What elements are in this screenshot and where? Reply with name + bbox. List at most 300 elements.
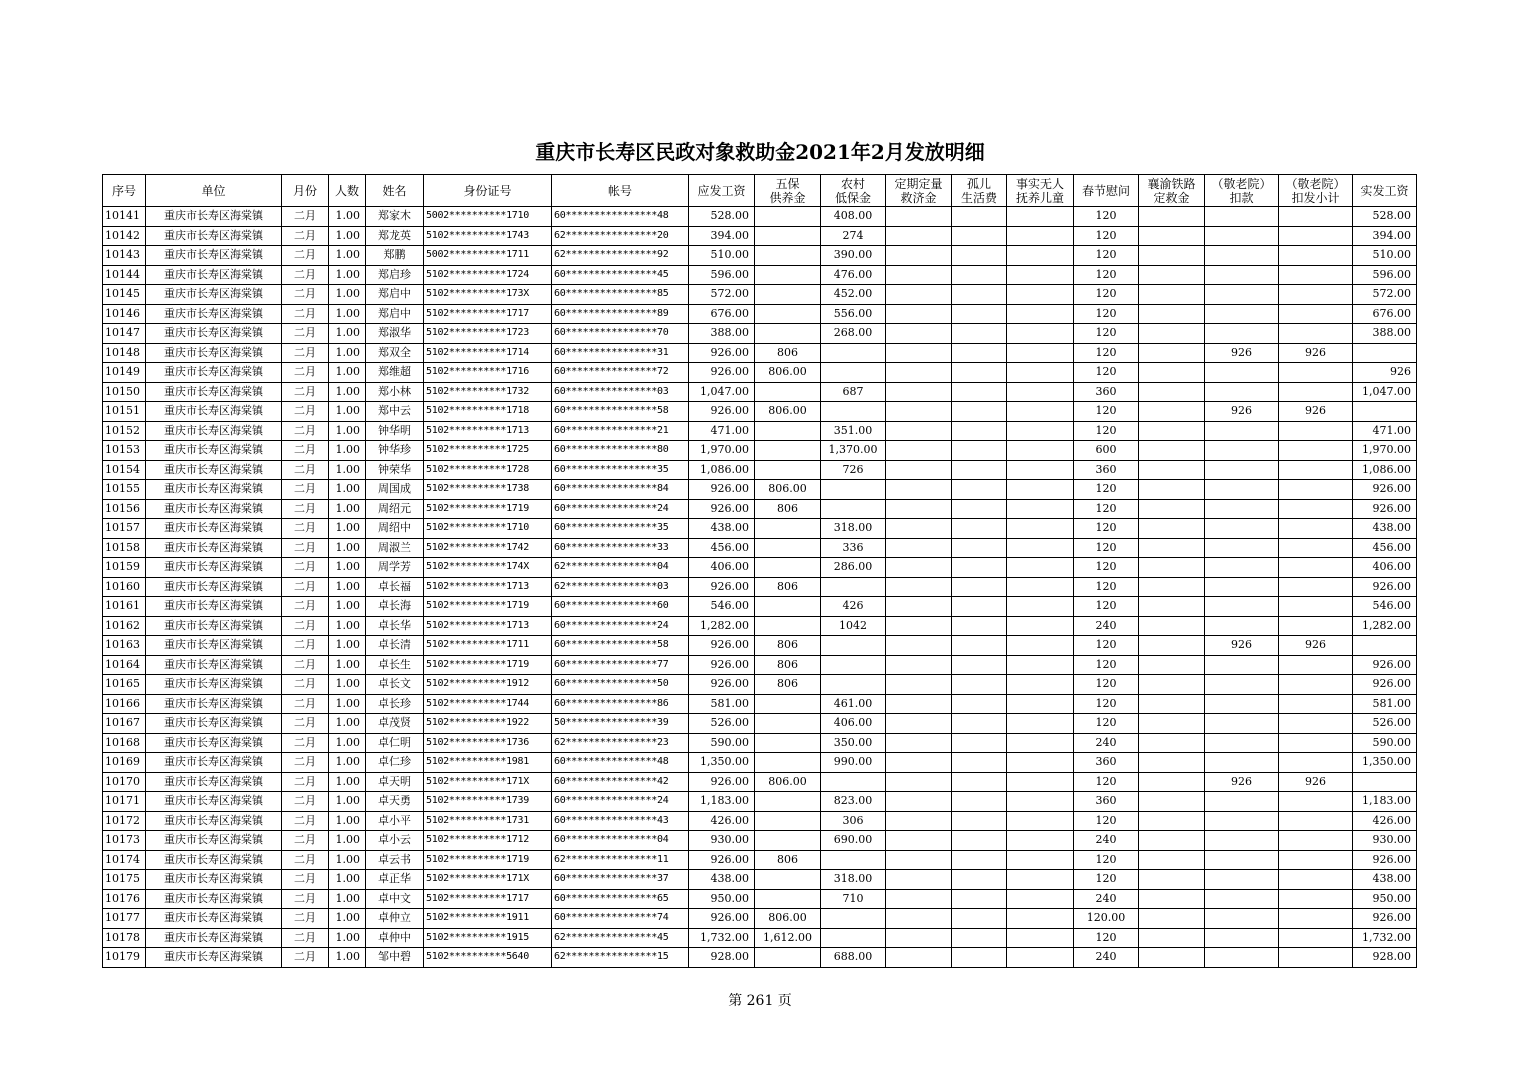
cell-dibao: 990.00 <box>821 753 886 773</box>
cell-unattended-child <box>1007 499 1074 519</box>
cell-dibao <box>821 402 886 422</box>
cell-account: 60****************65 <box>552 889 689 909</box>
cell-count: 1.00 <box>329 285 366 305</box>
cell-month: 二月 <box>282 480 329 500</box>
cell-actual-pay: 1,350.00 <box>1353 753 1417 773</box>
cell-name: 郑维超 <box>366 363 424 383</box>
table-body <box>103 207 1417 968</box>
cell-month: 二月 <box>282 928 329 948</box>
cell-account: 60****************45 <box>552 265 689 285</box>
cell-nursing-subtotal <box>1279 948 1353 968</box>
cell-count: 1.00 <box>329 655 366 675</box>
cell-count: 1.00 <box>329 460 366 480</box>
cell-relief <box>886 246 952 266</box>
cell-spring-festival: 120.00 <box>1074 909 1139 929</box>
cell-spring-festival: 120 <box>1074 577 1139 597</box>
cell-nursing-subtotal <box>1279 558 1353 578</box>
cell-relief <box>886 909 952 929</box>
cell-payable: 426.00 <box>689 811 755 831</box>
cell-nursing-deduct <box>1205 675 1279 695</box>
cell-nursing-subtotal <box>1279 909 1353 929</box>
cell-id-number: 5102**********1922 <box>424 714 552 734</box>
cell-dibao: 1,370.00 <box>821 441 886 461</box>
cell-account: 60****************74 <box>552 909 689 929</box>
cell-count: 1.00 <box>329 792 366 812</box>
cell-railway <box>1139 460 1205 480</box>
cell-count: 1.00 <box>329 402 366 422</box>
cell-nursing-deduct <box>1205 538 1279 558</box>
cell-spring-festival: 360 <box>1074 792 1139 812</box>
cell-nursing-subtotal: 926 <box>1279 402 1353 422</box>
cell-account: 60****************43 <box>552 811 689 831</box>
cell-id-number: 5102**********1711 <box>424 636 552 656</box>
cell-id-number: 5102**********1912 <box>424 675 552 695</box>
cell-payable: 928.00 <box>689 948 755 968</box>
cell-payable: 926.00 <box>689 636 755 656</box>
cell-account: 60****************89 <box>552 304 689 324</box>
cell-payable: 930.00 <box>689 831 755 851</box>
cell-id-number: 5102**********1719 <box>424 850 552 870</box>
cell-name: 卓小平 <box>366 811 424 831</box>
cell-month: 二月 <box>282 811 329 831</box>
cell-dibao: 1042 <box>821 616 886 636</box>
cell-count: 1.00 <box>329 772 366 792</box>
cell-nursing-subtotal <box>1279 382 1353 402</box>
cell-relief <box>886 811 952 831</box>
table-row <box>103 421 1417 441</box>
cell-wubao <box>755 811 821 831</box>
cell-unit: 重庆市长寿区海棠镇 <box>146 753 282 773</box>
cell-orphan <box>952 480 1007 500</box>
cell-dibao <box>821 928 886 948</box>
cell-spring-festival: 120 <box>1074 343 1139 363</box>
cell-orphan <box>952 324 1007 344</box>
cell-unattended-child <box>1007 577 1074 597</box>
cell-actual-pay: 950.00 <box>1353 889 1417 909</box>
cell-month: 二月 <box>282 870 329 890</box>
cell-seq: 10171 <box>103 792 146 812</box>
cell-actual-pay: 526.00 <box>1353 714 1417 734</box>
cell-unit: 重庆市长寿区海棠镇 <box>146 597 282 617</box>
col-header-count: 人数 <box>329 175 366 207</box>
cell-actual-pay: 926.00 <box>1353 909 1417 929</box>
cell-railway <box>1139 265 1205 285</box>
table-row <box>103 480 1417 500</box>
cell-unattended-child <box>1007 304 1074 324</box>
cell-unattended-child <box>1007 733 1074 753</box>
cell-orphan <box>952 753 1007 773</box>
cell-relief <box>886 343 952 363</box>
cell-unattended-child <box>1007 636 1074 656</box>
cell-relief <box>886 304 952 324</box>
cell-payable: 590.00 <box>689 733 755 753</box>
cell-spring-festival: 120 <box>1074 246 1139 266</box>
cell-name: 卓天勇 <box>366 792 424 812</box>
cell-nursing-deduct <box>1205 792 1279 812</box>
cell-spring-festival: 600 <box>1074 441 1139 461</box>
col-header-unattended-child: 事实无人 抚养儿童 <box>1007 175 1074 207</box>
cell-spring-festival: 120 <box>1074 265 1139 285</box>
cell-relief <box>886 402 952 422</box>
cell-wubao <box>755 889 821 909</box>
cell-month: 二月 <box>282 675 329 695</box>
cell-actual-pay: 1,086.00 <box>1353 460 1417 480</box>
cell-actual-pay: 471.00 <box>1353 421 1417 441</box>
cell-name: 卓长文 <box>366 675 424 695</box>
cell-orphan <box>952 714 1007 734</box>
cell-unit: 重庆市长寿区海棠镇 <box>146 343 282 363</box>
cell-id-number: 5102**********1717 <box>424 304 552 324</box>
cell-nursing-deduct <box>1205 304 1279 324</box>
cell-payable: 572.00 <box>689 285 755 305</box>
cell-relief <box>886 558 952 578</box>
cell-payable: 926.00 <box>689 343 755 363</box>
cell-id-number: 5102**********1981 <box>424 753 552 773</box>
cell-unattended-child <box>1007 558 1074 578</box>
cell-month: 二月 <box>282 304 329 324</box>
cell-seq: 10176 <box>103 889 146 909</box>
cell-payable: 1,282.00 <box>689 616 755 636</box>
cell-railway <box>1139 558 1205 578</box>
cell-relief <box>886 597 952 617</box>
cell-actual-pay <box>1353 772 1417 792</box>
cell-actual-pay: 1,970.00 <box>1353 441 1417 461</box>
cell-seq: 10173 <box>103 831 146 851</box>
cell-nursing-subtotal <box>1279 889 1353 909</box>
cell-relief <box>886 889 952 909</box>
cell-unit: 重庆市长寿区海棠镇 <box>146 772 282 792</box>
cell-month: 二月 <box>282 792 329 812</box>
cell-railway <box>1139 616 1205 636</box>
table-row <box>103 870 1417 890</box>
cell-nursing-deduct <box>1205 831 1279 851</box>
cell-orphan <box>952 733 1007 753</box>
cell-wubao <box>755 285 821 305</box>
cell-relief <box>886 831 952 851</box>
cell-relief <box>886 480 952 500</box>
cell-wubao <box>755 226 821 246</box>
cell-seq: 10178 <box>103 928 146 948</box>
cell-relief <box>886 285 952 305</box>
cell-seq: 10179 <box>103 948 146 968</box>
cell-nursing-deduct <box>1205 460 1279 480</box>
cell-unit: 重庆市长寿区海棠镇 <box>146 265 282 285</box>
cell-wubao: 806 <box>755 343 821 363</box>
cell-account: 62****************04 <box>552 558 689 578</box>
cell-count: 1.00 <box>329 889 366 909</box>
cell-payable: 676.00 <box>689 304 755 324</box>
cell-dibao: 688.00 <box>821 948 886 968</box>
cell-month: 二月 <box>282 499 329 519</box>
cell-count: 1.00 <box>329 714 366 734</box>
cell-unattended-child <box>1007 538 1074 558</box>
cell-payable: 1,086.00 <box>689 460 755 480</box>
cell-id-number: 5102**********1719 <box>424 655 552 675</box>
cell-unit: 重庆市长寿区海棠镇 <box>146 909 282 929</box>
cell-nursing-deduct: 926 <box>1205 343 1279 363</box>
cell-name: 周淑兰 <box>366 538 424 558</box>
cell-name: 卓小云 <box>366 831 424 851</box>
table-row <box>103 558 1417 578</box>
cell-nursing-subtotal <box>1279 207 1353 227</box>
cell-nursing-deduct <box>1205 226 1279 246</box>
cell-seq: 10159 <box>103 558 146 578</box>
cell-spring-festival: 120 <box>1074 402 1139 422</box>
cell-unattended-child <box>1007 870 1074 890</box>
cell-seq: 10172 <box>103 811 146 831</box>
cell-seq: 10155 <box>103 480 146 500</box>
cell-unattended-child <box>1007 850 1074 870</box>
cell-railway <box>1139 226 1205 246</box>
table-row <box>103 265 1417 285</box>
cell-seq: 10174 <box>103 850 146 870</box>
cell-wubao: 806 <box>755 675 821 695</box>
cell-seq: 10144 <box>103 265 146 285</box>
cell-dibao: 710 <box>821 889 886 909</box>
cell-unit: 重庆市长寿区海棠镇 <box>146 577 282 597</box>
cell-dibao <box>821 499 886 519</box>
cell-orphan <box>952 675 1007 695</box>
cell-spring-festival: 360 <box>1074 753 1139 773</box>
cell-spring-festival: 240 <box>1074 889 1139 909</box>
cell-nursing-deduct <box>1205 850 1279 870</box>
cell-spring-festival: 240 <box>1074 733 1139 753</box>
cell-month: 二月 <box>282 285 329 305</box>
cell-relief <box>886 753 952 773</box>
cell-nursing-deduct <box>1205 441 1279 461</box>
cell-seq: 10166 <box>103 694 146 714</box>
cell-wubao: 806 <box>755 655 821 675</box>
cell-nursing-deduct <box>1205 324 1279 344</box>
cell-dibao: 350.00 <box>821 733 886 753</box>
cell-spring-festival: 120 <box>1074 636 1139 656</box>
cell-unit: 重庆市长寿区海棠镇 <box>146 538 282 558</box>
cell-dibao <box>821 480 886 500</box>
cell-orphan <box>952 402 1007 422</box>
table-row <box>103 811 1417 831</box>
cell-name: 郑双全 <box>366 343 424 363</box>
cell-account: 62****************03 <box>552 577 689 597</box>
table-row <box>103 948 1417 968</box>
table-header-row <box>103 175 1417 207</box>
cell-actual-pay: 926.00 <box>1353 499 1417 519</box>
cell-nursing-subtotal <box>1279 655 1353 675</box>
cell-wubao <box>755 616 821 636</box>
cell-railway <box>1139 694 1205 714</box>
cell-orphan <box>952 636 1007 656</box>
table-row <box>103 597 1417 617</box>
cell-id-number: 5102**********173X <box>424 285 552 305</box>
cell-count: 1.00 <box>329 753 366 773</box>
cell-unattended-child <box>1007 948 1074 968</box>
cell-wubao <box>755 538 821 558</box>
cell-wubao <box>755 460 821 480</box>
cell-count: 1.00 <box>329 850 366 870</box>
cell-month: 二月 <box>282 733 329 753</box>
cell-id-number: 5102**********1714 <box>424 343 552 363</box>
cell-wubao <box>755 519 821 539</box>
cell-dibao: 306 <box>821 811 886 831</box>
cell-nursing-deduct <box>1205 616 1279 636</box>
cell-wubao: 806.00 <box>755 909 821 929</box>
cell-month: 二月 <box>282 772 329 792</box>
cell-relief <box>886 499 952 519</box>
table-row <box>103 928 1417 948</box>
cell-spring-festival: 120 <box>1074 363 1139 383</box>
cell-month: 二月 <box>282 363 329 383</box>
cell-name: 卓正华 <box>366 870 424 890</box>
table-row <box>103 246 1417 266</box>
cell-wubao: 806.00 <box>755 402 821 422</box>
cell-month: 二月 <box>282 616 329 636</box>
cell-relief <box>886 460 952 480</box>
cell-orphan <box>952 499 1007 519</box>
cell-payable: 526.00 <box>689 714 755 734</box>
cell-railway <box>1139 499 1205 519</box>
cell-account: 60****************35 <box>552 519 689 539</box>
cell-unattended-child <box>1007 714 1074 734</box>
cell-name: 郑启珍 <box>366 265 424 285</box>
page-number: 第 261 页 <box>728 993 792 1009</box>
cell-seq: 10156 <box>103 499 146 519</box>
table-row <box>103 402 1417 422</box>
cell-spring-festival: 120 <box>1074 324 1139 344</box>
cell-seq: 10146 <box>103 304 146 324</box>
cell-name: 周绍元 <box>366 499 424 519</box>
table-row <box>103 382 1417 402</box>
cell-nursing-deduct <box>1205 928 1279 948</box>
cell-month: 二月 <box>282 577 329 597</box>
cell-nursing-deduct <box>1205 909 1279 929</box>
cell-railway <box>1139 324 1205 344</box>
cell-dibao: 687 <box>821 382 886 402</box>
cell-id-number: 5102**********1716 <box>424 363 552 383</box>
cell-dibao: 268.00 <box>821 324 886 344</box>
cell-payable: 926.00 <box>689 363 755 383</box>
cell-seq: 10145 <box>103 285 146 305</box>
cell-nursing-subtotal <box>1279 519 1353 539</box>
cell-unattended-child <box>1007 343 1074 363</box>
cell-unit: 重庆市长寿区海棠镇 <box>146 616 282 636</box>
cell-seq: 10162 <box>103 616 146 636</box>
cell-railway <box>1139 285 1205 305</box>
cell-orphan <box>952 343 1007 363</box>
cell-nursing-deduct <box>1205 870 1279 890</box>
cell-relief <box>886 948 952 968</box>
cell-orphan <box>952 226 1007 246</box>
col-header-month: 月份 <box>282 175 329 207</box>
cell-unattended-child <box>1007 421 1074 441</box>
table-row <box>103 577 1417 597</box>
cell-account: 62****************15 <box>552 948 689 968</box>
cell-unattended-child <box>1007 909 1074 929</box>
cell-dibao: 406.00 <box>821 714 886 734</box>
cell-unattended-child <box>1007 207 1074 227</box>
cell-id-number: 5102**********1718 <box>424 402 552 422</box>
cell-relief <box>886 714 952 734</box>
table-row <box>103 733 1417 753</box>
table-row <box>103 363 1417 383</box>
cell-dibao: 351.00 <box>821 421 886 441</box>
cell-orphan <box>952 909 1007 929</box>
cell-name: 卓仁珍 <box>366 753 424 773</box>
cell-nursing-deduct <box>1205 285 1279 305</box>
cell-railway <box>1139 343 1205 363</box>
cell-nursing-subtotal <box>1279 597 1353 617</box>
cell-nursing-deduct <box>1205 948 1279 968</box>
cell-id-number: 5102**********1717 <box>424 889 552 909</box>
cell-payable: 1,970.00 <box>689 441 755 461</box>
cell-nursing-deduct <box>1205 753 1279 773</box>
cell-id-number: 5102**********1739 <box>424 792 552 812</box>
cell-account: 50****************39 <box>552 714 689 734</box>
cell-seq: 10154 <box>103 460 146 480</box>
cell-railway <box>1139 811 1205 831</box>
cell-name: 郑中云 <box>366 402 424 422</box>
cell-dibao: 390.00 <box>821 246 886 266</box>
cell-railway <box>1139 382 1205 402</box>
cell-nursing-subtotal: 926 <box>1279 343 1353 363</box>
cell-actual-pay: 1,282.00 <box>1353 616 1417 636</box>
cell-orphan <box>952 285 1007 305</box>
cell-nursing-subtotal <box>1279 265 1353 285</box>
cell-payable: 528.00 <box>689 207 755 227</box>
cell-railway <box>1139 538 1205 558</box>
cell-wubao: 806.00 <box>755 363 821 383</box>
col-header-actual-pay: 实发工资 <box>1353 175 1417 207</box>
cell-relief <box>886 382 952 402</box>
cell-orphan <box>952 694 1007 714</box>
cell-nursing-deduct <box>1205 811 1279 831</box>
cell-nursing-deduct <box>1205 499 1279 519</box>
cell-spring-festival: 120 <box>1074 207 1139 227</box>
cell-seq: 10143 <box>103 246 146 266</box>
cell-account: 62****************23 <box>552 733 689 753</box>
cell-spring-festival: 120 <box>1074 850 1139 870</box>
cell-seq: 10177 <box>103 909 146 929</box>
cell-railway <box>1139 714 1205 734</box>
cell-railway <box>1139 772 1205 792</box>
cell-payable: 950.00 <box>689 889 755 909</box>
cell-unattended-child <box>1007 889 1074 909</box>
cell-orphan <box>952 382 1007 402</box>
cell-wubao <box>755 831 821 851</box>
table-row <box>103 753 1417 773</box>
cell-dibao: 476.00 <box>821 265 886 285</box>
cell-wubao: 806.00 <box>755 772 821 792</box>
cell-actual-pay: 406.00 <box>1353 558 1417 578</box>
cell-unattended-child <box>1007 519 1074 539</box>
cell-actual-pay: 926.00 <box>1353 480 1417 500</box>
cell-nursing-subtotal <box>1279 870 1353 890</box>
cell-id-number: 5102**********1719 <box>424 597 552 617</box>
cell-nursing-deduct <box>1205 246 1279 266</box>
cell-account: 60****************31 <box>552 343 689 363</box>
cell-wubao <box>755 870 821 890</box>
cell-actual-pay: 388.00 <box>1353 324 1417 344</box>
col-header-nursing-subtotal: （敬老院） 扣发小计 <box>1279 175 1353 207</box>
cell-id-number: 5002**********1710 <box>424 207 552 227</box>
cell-orphan <box>952 948 1007 968</box>
cell-count: 1.00 <box>329 636 366 656</box>
cell-seq: 10158 <box>103 538 146 558</box>
table-row <box>103 499 1417 519</box>
cell-unit: 重庆市长寿区海棠镇 <box>146 499 282 519</box>
cell-month: 二月 <box>282 753 329 773</box>
cell-railway <box>1139 480 1205 500</box>
cell-count: 1.00 <box>329 226 366 246</box>
cell-relief <box>886 226 952 246</box>
